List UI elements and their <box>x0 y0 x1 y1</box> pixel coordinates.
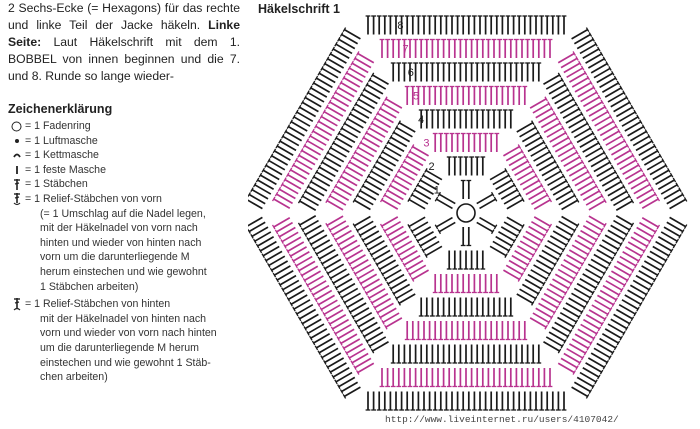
round-8-stitches <box>572 217 687 398</box>
watermark-url: http://www.liveinternet.ru/users/4107042/ <box>385 414 619 425</box>
round-label: 3 <box>423 137 430 150</box>
sector-4 <box>366 227 567 410</box>
round-8-stitches <box>248 28 360 209</box>
sector-3 <box>477 216 687 399</box>
round-8-stitches <box>366 16 567 35</box>
intro-line1: 2 Sechs-Ecke (= Hexagons) für das rechte und linke Teil der Jacke häkeln. <box>8 1 240 32</box>
legend-ring: = 1 Fadenring <box>8 119 240 134</box>
round-6-stitches <box>543 216 633 353</box>
round-4-stitches <box>419 298 513 317</box>
intro-bold: Linke Seite: <box>8 18 240 49</box>
sector-5 <box>248 216 455 399</box>
round-8-stitches <box>572 28 687 209</box>
chain-icon <box>8 134 25 149</box>
legend-fpdc-note: (= 1 Umschlag auf die Nadel legen, mit der Häkelnadel von vorn nach hinten und wieder von hinten nach vorn um die darunterliegende M herum einstechen und wie gewohnt 1 Stäbchen arbeiten) <box>40 207 207 293</box>
legend-bpdc: = 1 Relief-Stäbchen von hinten <box>8 297 240 312</box>
round-1-stitches <box>477 218 497 234</box>
round-label: 8 <box>397 19 404 32</box>
legend-sc: = 1 feste Masche <box>8 163 240 178</box>
instructions-panel <box>8 0 240 385</box>
round-label: 7 <box>402 43 409 56</box>
round-8-stitches <box>248 217 360 398</box>
magic-ring <box>457 204 475 222</box>
intro-line2: Laut Häkelschrift mit dem 1. BOBBEL von innen beginnen und die 7. und 8. Runde so lange wieder- <box>8 35 240 83</box>
round-7-stitches <box>380 368 553 387</box>
sector-1 <box>366 16 567 199</box>
round-3-stitches <box>433 134 499 153</box>
round-2-stitches <box>408 217 442 257</box>
sector-2 <box>477 28 687 211</box>
legend-slip: = 1 Kettmasche <box>8 148 240 163</box>
bpdc-icon <box>8 297 25 312</box>
round-5-stitches <box>405 87 527 106</box>
ring-icon <box>8 119 25 134</box>
legend-chain: = 1 Luftmasche <box>8 134 240 149</box>
legend-fpdc: = 1 Relief-Stäbchen von vorn <box>8 192 240 207</box>
round-2-stitches <box>447 251 485 270</box>
round-8-stitches <box>366 392 567 411</box>
round-6-stitches <box>298 73 388 210</box>
round-6-stitches <box>543 73 633 210</box>
sc-icon <box>8 163 25 178</box>
round-label: 4 <box>418 113 425 126</box>
round-2-stitches <box>447 157 485 176</box>
legend-title: Zeichenerklärung <box>8 102 113 116</box>
round-6-stitches <box>298 216 388 353</box>
round-5-stitches <box>405 321 527 340</box>
round-1-stitches <box>435 218 455 234</box>
round-label: 1 <box>433 184 440 197</box>
round-6-stitches <box>391 345 541 364</box>
intro-text <box>8 0 240 85</box>
legend-dc: = 1 Stäbchen <box>8 177 240 192</box>
round-label: 6 <box>407 66 414 79</box>
round-4-stitches <box>419 110 513 129</box>
slip-icon <box>8 148 25 163</box>
fpdc-icon <box>8 192 25 207</box>
legend-bpdc-note: mit der Häkelnadel von hinten nach vorn und wieder von vorn nach hinten um die darunterliegende M herum einstechen und wie gewohnt 1 Stäb- chen arbeiten) <box>40 312 217 384</box>
round-1-stitches <box>477 192 497 208</box>
round-1-stitches <box>461 227 471 246</box>
dc-icon <box>8 177 25 192</box>
round-label: 5 <box>412 90 420 103</box>
round-2-stitches <box>490 217 524 257</box>
round-2-stitches <box>490 168 524 208</box>
chart-title: Häkelschrift 1 <box>258 2 340 16</box>
hexagon-crochet-chart <box>248 10 688 422</box>
round-label: 2 <box>428 160 435 173</box>
round-3-stitches <box>433 274 499 293</box>
round-1-stitches <box>461 181 471 200</box>
